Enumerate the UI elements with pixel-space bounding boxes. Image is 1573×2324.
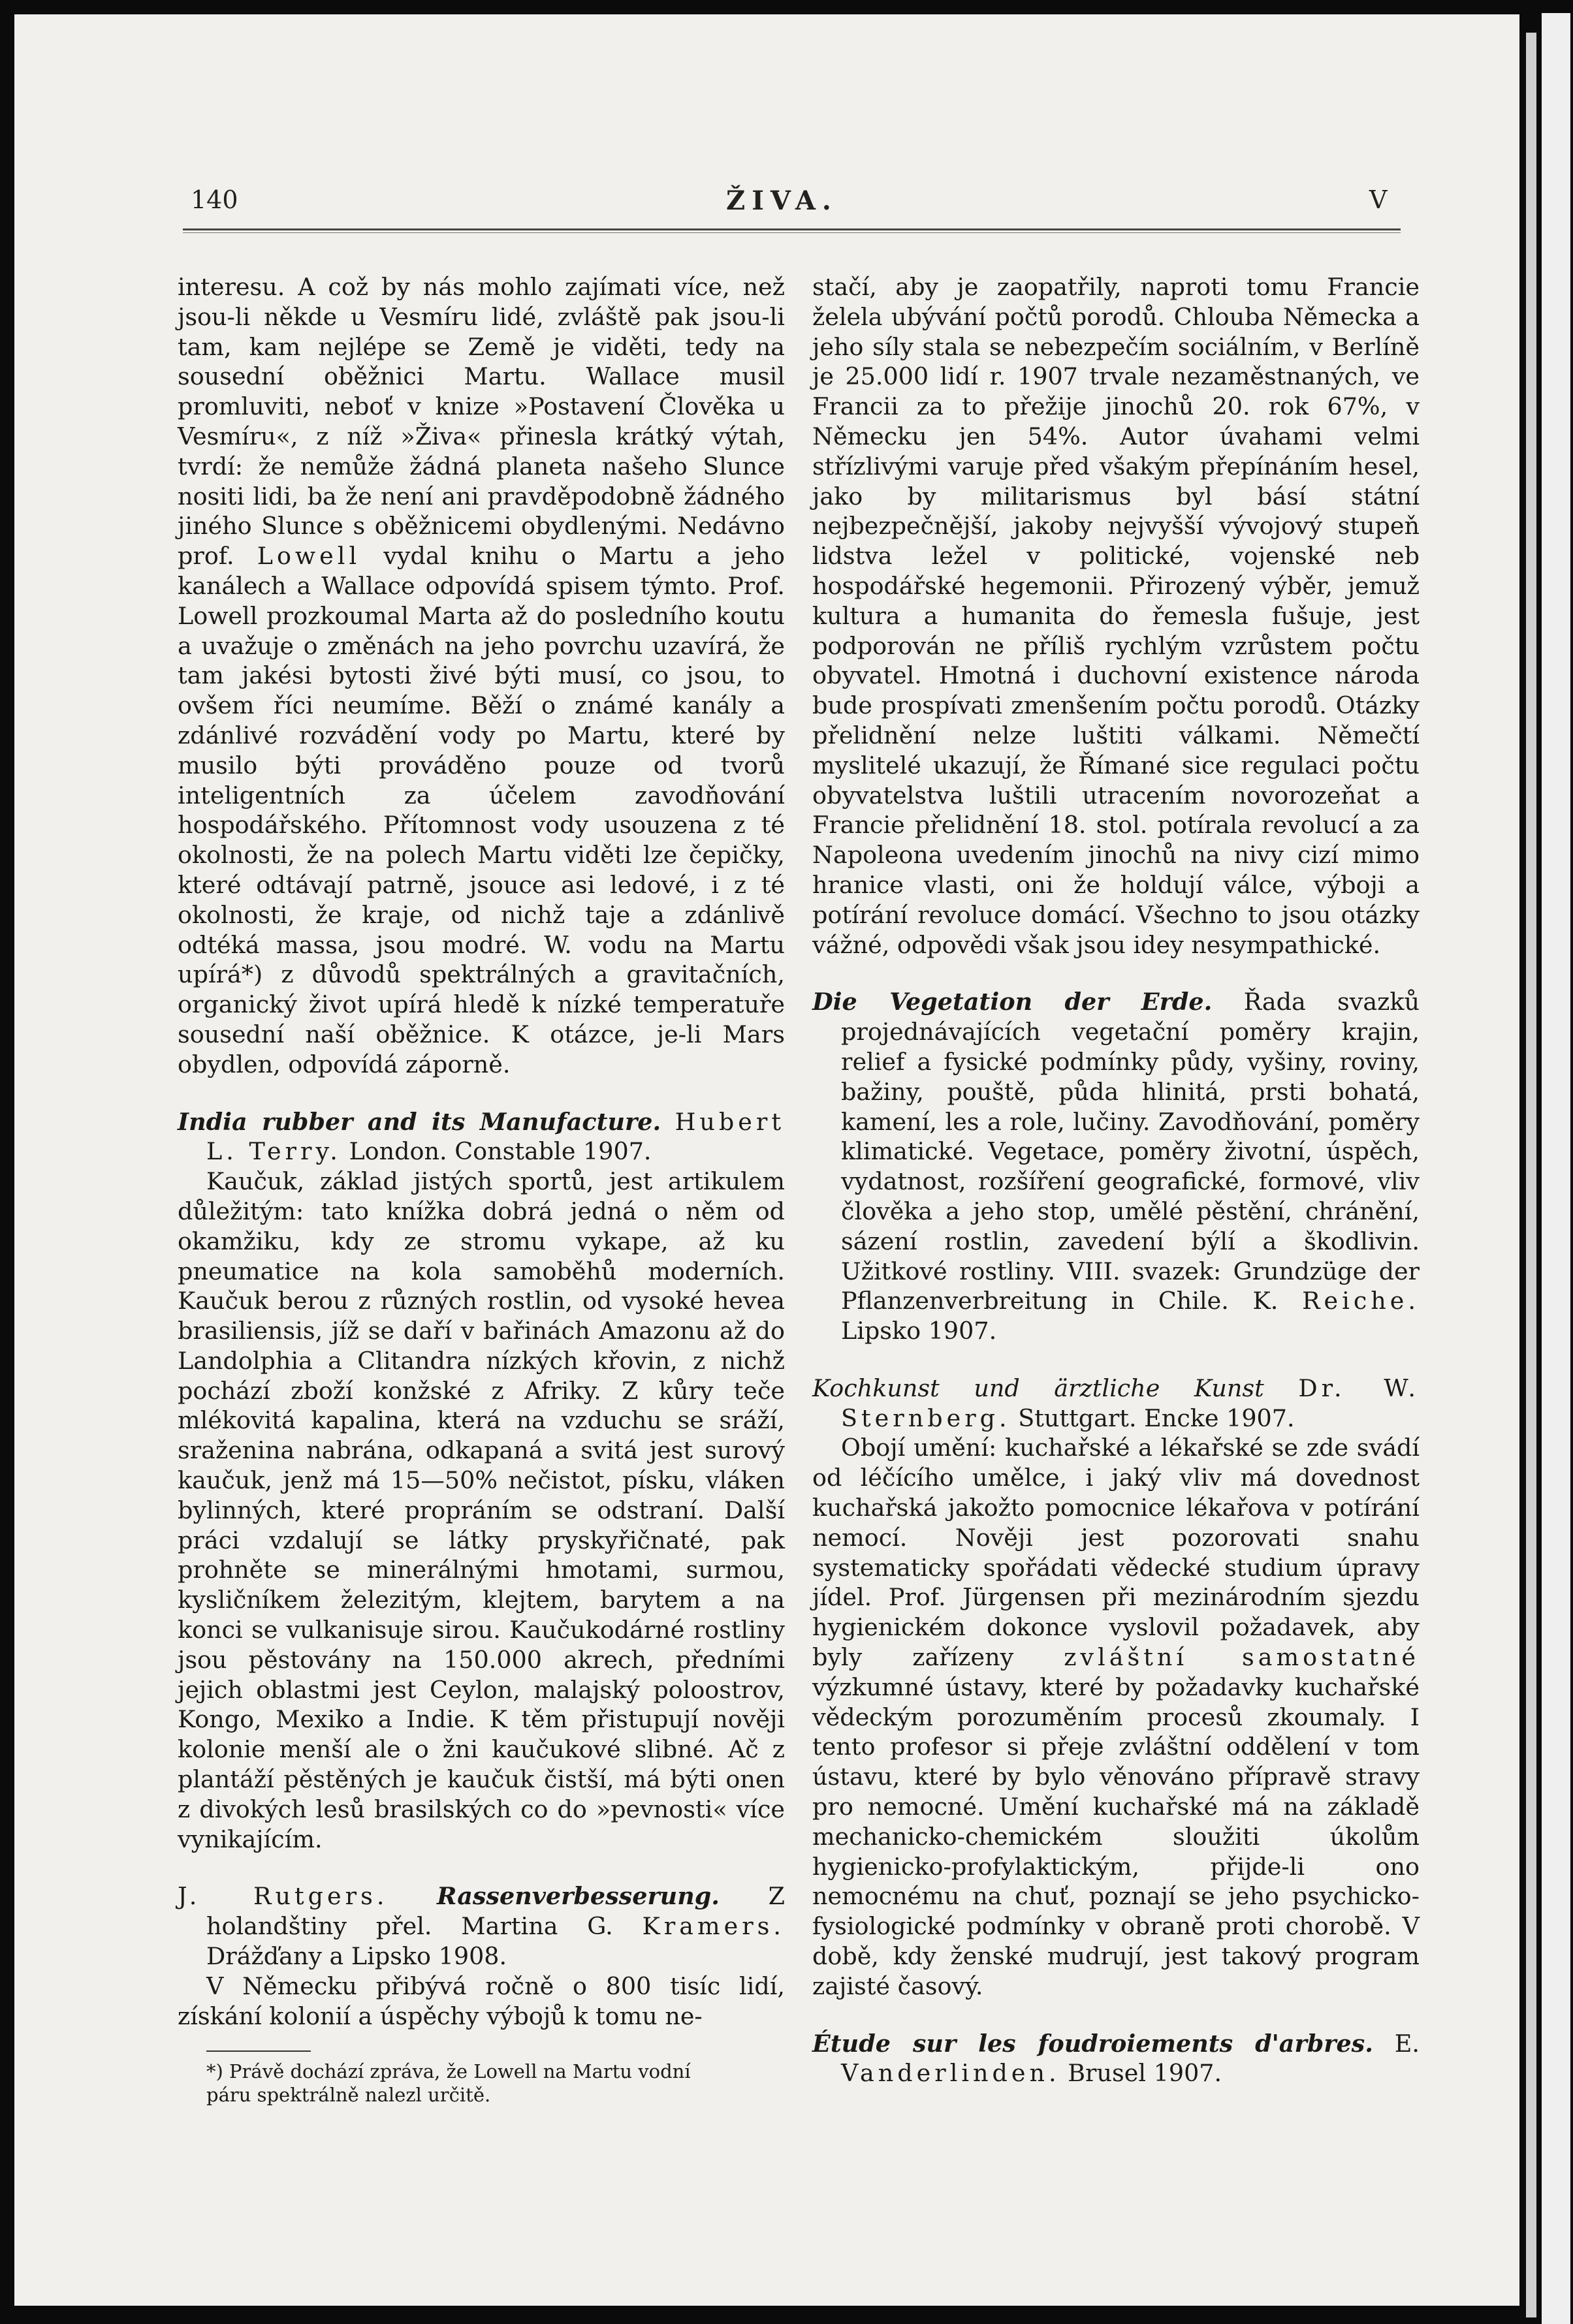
header-rule — [183, 228, 1401, 233]
review-foudroiements: Étude sur les foudroiements d'arbres. E. Vanderlinden. Brusel 1907. — [812, 2029, 1420, 2088]
review-rassenverbesserung-heading: J. Rutgers. Rassenverbesserung. Z holandštiny přel. Martina G. Kramers. Drážďany a Lipsko 1908. — [178, 1882, 785, 1971]
review-author: L. Terry. — [206, 1137, 342, 1166]
review-india-rubber-heading — [178, 1107, 785, 1167]
review-text: V Německu přibývá ročně o 800 tisíc lidí, získání kolonií a úspěchy výbojů k tomu ne- — [178, 1971, 785, 2030]
page-number: 140 — [191, 185, 238, 214]
review-author: Reiche. — [1302, 1287, 1420, 1315]
review-publisher: Stuttgart. Encke 1907. — [1018, 1404, 1295, 1432]
review-title: India rubber and its Manufacture. — [178, 1107, 661, 1136]
review-author: J. Rutgers. — [178, 1882, 389, 1911]
scan-edge — [1519, 13, 1573, 2324]
footnote: *) Právě dochází zpráva, že Lowell na Martu vodní páru spektrálně nalezl určitě. — [206, 2060, 691, 2107]
review-title: Étude sur les foudroiements d'arbres. — [812, 2029, 1373, 2058]
review-kochkunst-heading — [812, 1374, 1420, 1434]
adjacent-page-edge — [1542, 13, 1570, 2324]
review-text: Kaučuk, základ jistých sportů, jest artikulem důležitým: tato knížka dobrá jedná o něm od okamžiku, kdy ze stromu vykape, až ku pneumatice na kola samoběhů moderních. Kaučuk berou z různých rostlin, od vysoké hevea brasiliensis, jíž se daří v bařinách Amazonu až do Landolphia a Clitandra nízkých křovin, z nichž pochází zboží konžské z Afriky. Z kůry teče mlékovitá kapalina, která na vzduchu se sráží, sraženina nabrána, odkapaná a svitá jest surový kaučuk, jenž má 15—50% nečistot, písku, vláken bylinných, které propráním se odstraní. Další práci vzdalují se látky pryskyřičnaté, pak prohněte se minerálnými hmotami, surmou, kysličníkem železitým, klejtem, barytem a na konci se vulkanisuje sirou. Kaučukodárné rostliny jsou pěstovány na 150.000 akrech, předními jejich oblastmi jest Ceylon, malajský poloostrov, Kongo, Mexiko a Indie. K těm přistupují nověji kolonie menší ale o žni kaučukové slibné. Ač z plantáží pěstěných je kaučuk čistší, má býti onen z divokých lesů brasilských co do »pevnosti« více vynikajícím. — [178, 1167, 785, 1853]
review-translator: Kramers. — [642, 1912, 785, 1941]
review-text-continued: stačí, aby je zaopatřily, naproti tomu Francie želela ubývání počtů porodů. Chlouba Německa a jeho síly stala se nebezpečím sociálním, v Berlíně je 25.000 lidí r. 1907 trvale nezaměstnaných, ve Francii za to přežije jinochů 20. rok 67%, v Německu jen 54%. Autor úvahami velmi střízlivými varuje před všakým přepínáním hesel, jako by militarismus byl básí státní nejbezpečnější, jakoby nejvyšší vývojový stupeň lidstva ležel v politické, vojenské neb hospodářské hegemonii. Přirozený výběr, jemuž kultura a humanita do řemesla fušuje, jest podporován ne příliš rychlým vzrůstem počtu obyvatel. Hmotná i duchovní existence národa bude prospívati zmenšením počtu porodů. Otázky přelidnění nelze luštiti válkami. Němečtí myslitelé ukazují, že Římané sice regulaci počtu obyvatelstva luštili utracením novorozeňat a Francie přelidnění 18. stol. potírala revolucí a za Napoleona uvedením jinochů na nivy cizí mimo hranice vlasti, oni že holdují válce, výboji a potírání revoluce domácí. Všechno to jsou otázky vážné, odpovědi však jsou idey nesympathické. — [812, 273, 1420, 959]
right-column — [812, 272, 1420, 2088]
volume-number: V — [1369, 185, 1388, 214]
review-publisher: Lipsko 1907. — [841, 1317, 997, 1345]
review-publisher: Drážďany a Lipsko 1908. — [206, 1942, 507, 1971]
review-title: Die Vegetation der Erde. — [812, 988, 1213, 1016]
left-column — [178, 272, 785, 2107]
review-publisher: London. Constable 1907. — [349, 1137, 652, 1166]
review-author: Dr. W. Sternberg. — [841, 1374, 1420, 1432]
review-author: Hubert — [675, 1107, 785, 1136]
review-text: Obojí umění: kuchařské a lékařské se zde svádí od léčícího umělce, i jaký vliv má dovednost kuchařská jakožto pomocnice lékařova v potírání nemocí. Nověji jest pozorovati snahu systematicky spořádati vědecké studium úpravy jídel. Prof. Jürgensen při mezinárodním sjezdu hygienickém dokonce vyslovil požadavek, aby byly zařízeny zvláštní samostatné výzkumné ústavy, které by požadavky kuchařské vědeckým porozuměním procesů zkoumaly. I tento profesor si přeje zvláštní oddělení v tom ústavu, které by bylo věnováno přípravě stravy pro nemocné. Umění kuchařské má na základě mechanicko-chemickém sloužiti úkolům hygienicko-profylaktickým, přijde-li ono nemocnému na chuť, poznají se jeho psychicko-fysiologické podmínky v obraně proti chorobě. V době, kdy ženské mudrují, jest takový program zajisté časový. — [812, 1434, 1420, 2000]
review-vegetation: Die Vegetation der Erde. Řada svazků projednávajících vegetační poměry krajin, relief a fysické podmínky půdy, vyšiny, roviny, bažiny, pouště, půda hlinitá, prsti bohatá, kamení, les a role, lučiny. Zavodňování, poměry klimatické. Vegetace, poměry životní, úspěch, vydatnost, rozšíření geografické, formové, vliv člověka a jeho stop, umělé pěstění, chránění, sázení rostlin, zavedení býlí a škodlivin. Užitkové rostliny. VIII. svazek: Grundzüge der Pflanzenverbreitung in Chile. K. Reiche. Lipsko 1907. — [812, 988, 1420, 1345]
review-title: Rassenverbesserung. — [437, 1882, 720, 1911]
review-publisher: Brusel 1907. — [1068, 2059, 1222, 2088]
author-name: Lowell — [257, 542, 361, 571]
review-title: Kochkunst und ärztliche Kunst — [812, 1374, 1264, 1402]
mars-paragraph: interesu. A což by nás mohlo zajímati více, než jsou-li někde u Vesmíru lidé, zvláště pak jsou-li tam, kam nejlépe se Země je viděti, tedy na sousední oběžnici Martu. Wallace musil promluviti, neboť v knize »Postavení Člověka u Vesmíru«, z níž »Živa« přinesla krátký výtah, tvrdí: že nemůže žádná planeta našeho Slunce nositi lidi, ba že není ani pravděpodobně žádného jiného Slunce s oběžnicemi obydlenými. Nedávno prof. Lowell vydal knihu o Martu a jeho kanálech a Wallace odpovídá spisem týmto. Prof. Lowell prozkoumal Marta až do posledního koutu a uvažuje o změnách na jeho povrchu uzavírá, že tam jakési bytosti živé býti musí, co jsou, to ovšem říci neumíme. Běží o známé kanály a zdánlivé rozvádění vody po Martu, které by musilo býti prováděno pouze od tvorů inteligentních za účelem zavodňování hospodářského. Přítomnost vody usouzena z té okolnosti, že na polech Martu viděti lze čepičky, které odtávají patrně, jsouce asi ledové, i z té okolnosti, že kraje, od nichž taje a zdánlivě odtéká massa, jsou modré. W. vodu na Martu upírá*) z důvodů spektrálných a gravitačních, organický život upírá hledě k nízké temperatuře sousední naší oběžnice. K otázce, je-li Mars obydlen, odpovídá záporně. — [178, 273, 785, 1078]
adjacent-page-edge — [1526, 33, 1536, 2317]
footnote-rule — [206, 2050, 311, 2052]
book-page — [14, 14, 1519, 2306]
journal-title: ŽIVA. — [726, 185, 838, 216]
review-author: Vanderlinden. — [841, 2059, 1060, 2088]
